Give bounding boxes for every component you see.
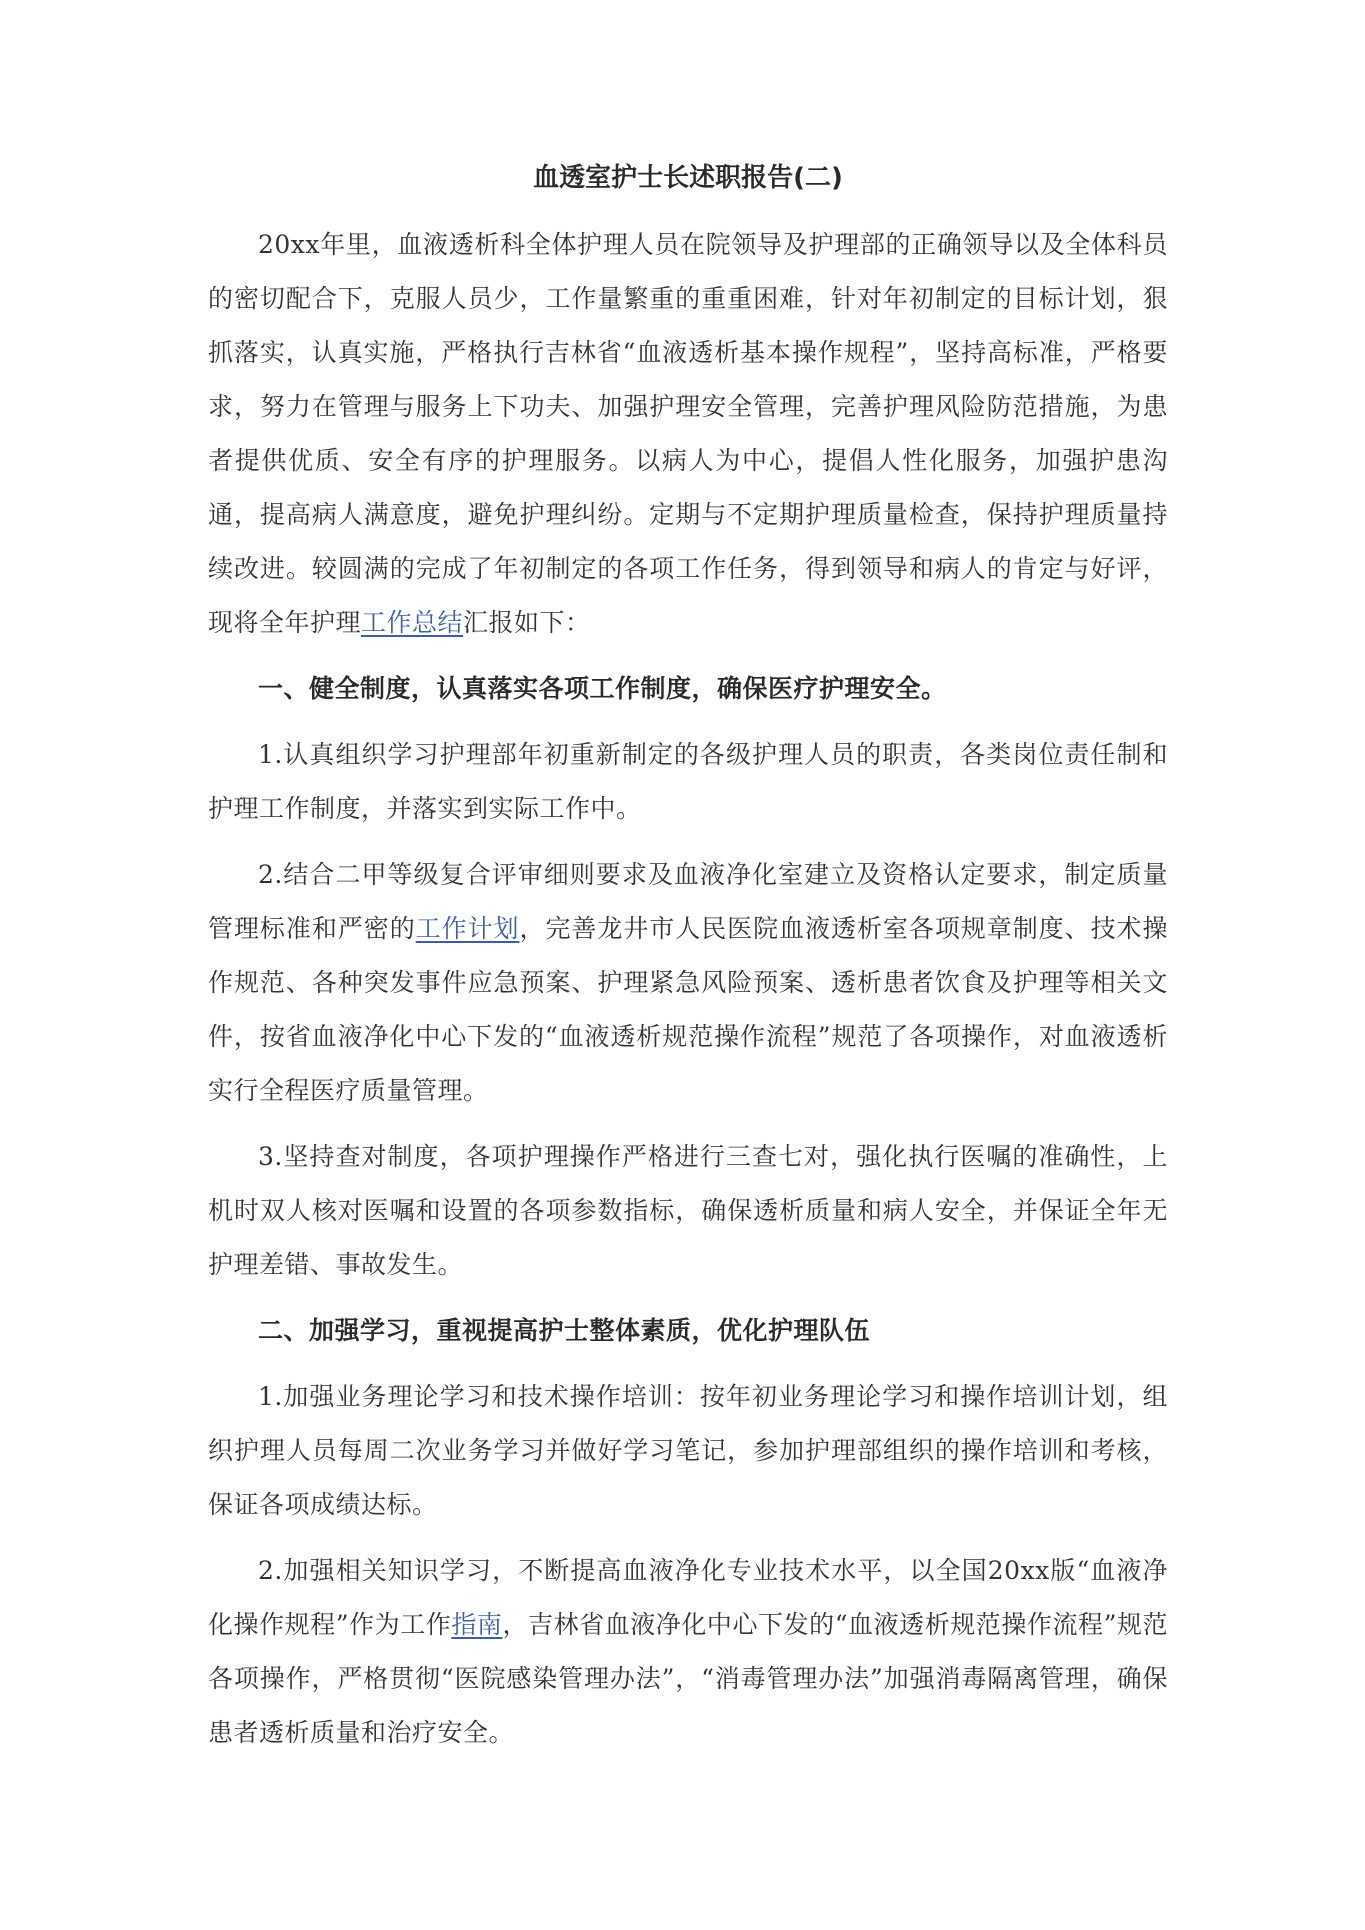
section-2-item-2-after-link: ，吉林省血液净化中心下发的“血液透析规范操作流程”规范各项操作，严格贯彻“医院感染管理办法”，“消毒管理办法”加强消毒隔离管理，确保患者透析质量和治疗安全。	[208, 1610, 1168, 1747]
document-title: 血透室护士长述职报告(二)	[533, 163, 843, 193]
section-2-item-2	[208, 1544, 1168, 1760]
section-2-item-1: 1.加强业务理论学习和技术操作培训：按年初业务理论学习和操作培训计划，组织护理人员每周二次业务学习并做好学习笔记，参加护理部组织的操作培训和考核，保证各项成绩达标。	[208, 1382, 1168, 1519]
section-1-item-2-before-link: 2.结合二甲等级复合评审细则要求及血液净化室建立及资格认定要求，制定质量管理标准和严密的	[208, 860, 1168, 943]
section-2-heading: 二、加强学习，重视提高护士整体素质，优化护理队伍	[258, 1316, 871, 1345]
section-1-heading: 一、健全制度，认真落实各项工作制度，确保医疗护理安全。	[258, 674, 947, 703]
section-2-item-2-before-link: 2.加强相关知识学习，不断提高血液净化专业技术水平，以全国20xx版“血液净化操作规程”作为工作	[208, 1556, 1168, 1639]
section-1-item-1: 1.认真组织学习护理部年初重新制定的各级护理人员的职责，各类岗位责任制和护理工作制度，并落实到实际工作中。	[208, 740, 1168, 823]
work-plan-link[interactable]: 工作计划	[415, 914, 520, 943]
intro-paragraph	[208, 218, 1168, 650]
section-1-item-2-after-link: ，完善龙井市人民医院血液透析室各项规章制度、技术操作规范、各种突发事件应急预案、护理紧急风险预案、透析患者饮食及护理等相关文件，按省血液净化中心下发的“血液透析规范操作流程”规范了各项操作，对血液透析实行全程医疗质量管理。	[208, 914, 1168, 1105]
intro-text-before-link: 20xx年里，血液透析科全体护理人员在院领导及护理部的正确领导以及全体科员的密切配合下，克服人员少，工作量繁重的重重困难，针对年初制定的目标计划，狠抓落实，认真实施，严格执行吉林省“血液透析基本操作规程”，坚持高标准，严格要求，努力在管理与服务上下功夫、加强护理安全管理，完善护理风险防范措施，为患者提供优质、安全有序的护理服务。以病人为中心，提倡人性化服务，加强护患沟通，提高病人满意度，避免护理纠纷。定期与不定期护理质量检查，保持护理质量持续改进。较圆满的完成了年初制定的各项工作任务，得到领导和病人的肯定与好评，现将全年护理	[208, 230, 1168, 637]
section-1-item-3: 3.坚持查对制度，各项护理操作严格进行三查七对，强化执行医嘱的准确性，上机时双人核对医嘱和设置的各项参数指标，确保透析质量和病人安全，并保证全年无护理差错、事故发生。	[208, 1142, 1168, 1279]
document-page	[208, 152, 1168, 1772]
intro-text-after-link: 汇报如下：	[463, 608, 591, 637]
work-summary-link[interactable]: 工作总结	[361, 608, 464, 637]
guide-link[interactable]: 指南	[451, 1610, 503, 1639]
section-1-item-2	[208, 848, 1168, 1118]
